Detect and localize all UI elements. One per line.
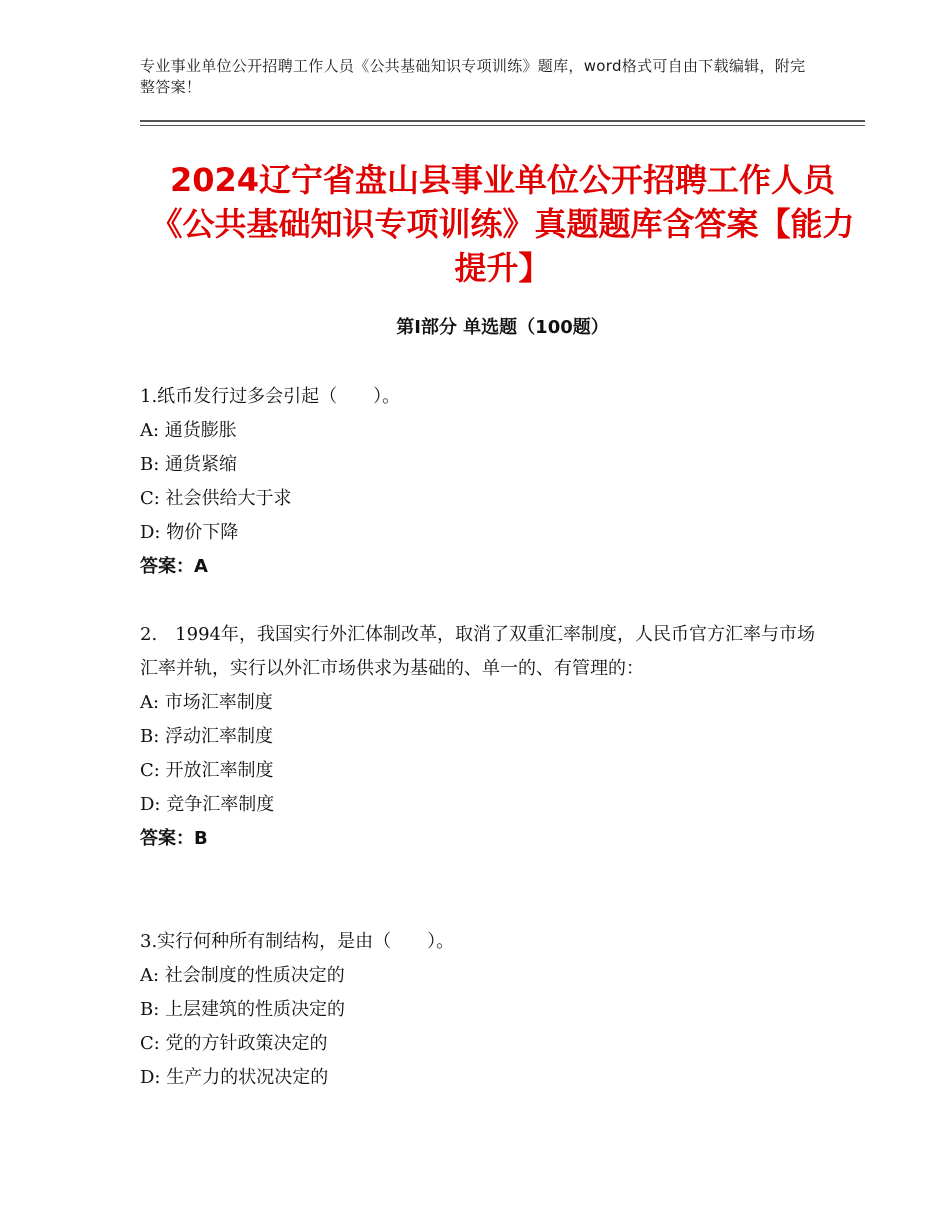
header-divider-thin [140,125,865,126]
question-stem: 2. 1994年，我国实行外汇体制改革，取消了双重汇率制度，人民币官方汇率与市场汇率并轨，实行以外汇市场供求为基础的、单一的、有管理的： [140,624,815,679]
option-c: C: 社会供给大于求 [140,488,292,509]
option-b: B: 上层建筑的性质决定的 [140,999,346,1020]
option-a: A: 通货膨胀 [140,420,237,441]
option-a: A: 社会制度的性质决定的 [140,965,345,986]
option-d: D: 竞争汇率制度 [140,794,275,815]
header-note: 专业事业单位公开招聘工作人员《公共基础知识专项训练》题库，word格式可自由下载编辑，附完整答案！ [140,57,806,96]
document-title: 2024辽宁省盘山县事业单位公开招聘工作人员《公共基础知识专项训练》真题题库含答案【能力提升】 [150,161,855,287]
question-3 [140,925,820,1095]
section-title: 第Ⅰ部分 单选题（100题） [396,317,609,338]
option-a: A: 市场汇率制度 [140,692,273,713]
option-d: D: 生产力的状况决定的 [140,1067,329,1088]
option-b: B: 通货紧缩 [140,454,238,475]
option-c: C: 开放汇率制度 [140,760,274,781]
question-stem: 1.纸币发行过多会引起（ ）。 [140,386,401,407]
question-1 [140,380,820,584]
option-d: D: 物价下降 [140,522,239,543]
option-b: B: 浮动汇率制度 [140,726,274,747]
answer-line: 答案：B [140,828,208,849]
answer-line: 答案：A [140,556,208,577]
question-2 [140,618,820,856]
header-divider-thick [140,120,865,122]
option-c: C: 党的方针政策决定的 [140,1033,328,1054]
question-stem: 3.实行何种所有制结构，是由（ ）。 [140,931,455,952]
